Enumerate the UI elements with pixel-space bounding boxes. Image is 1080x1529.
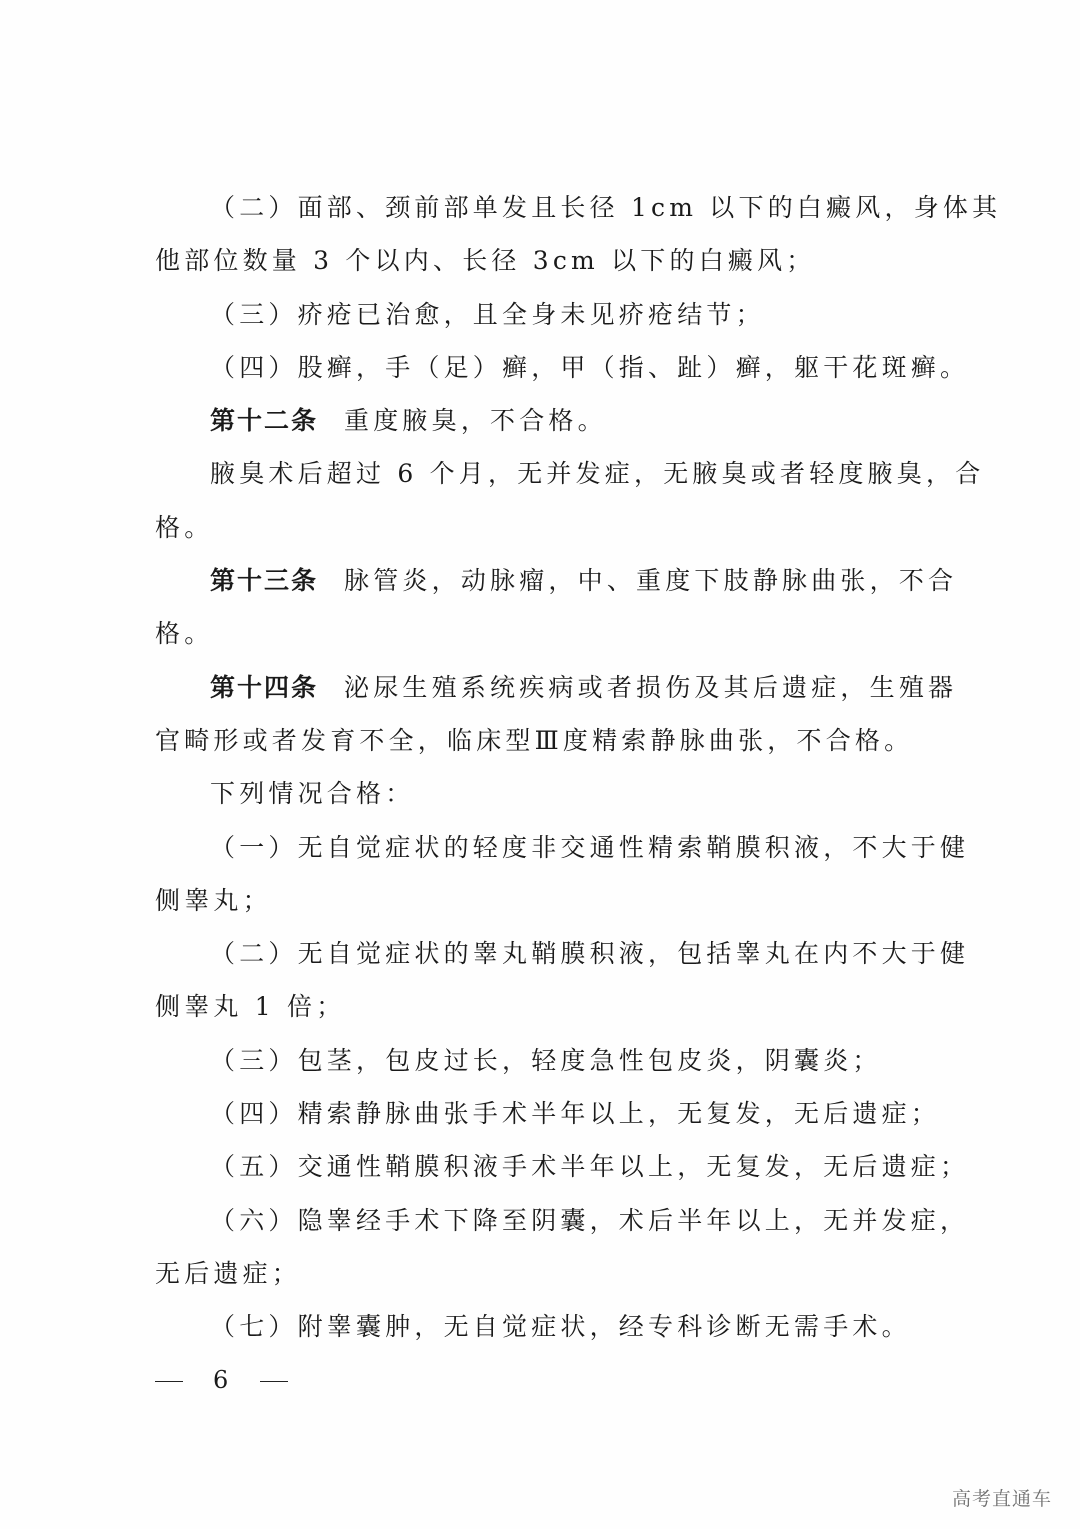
list-item: （六）隐睾经手术下降至阴囊，术后半年以上，无并发症， [210, 1205, 970, 1235]
page-number [155, 1366, 288, 1394]
list-item-continued: 侧睾丸 1 倍； [155, 992, 346, 1022]
text-line: 格。 [155, 512, 214, 542]
text-line: 他部位数量 3 个以内、长径 3cm 以下的白癜风； [155, 246, 816, 276]
text-line: 格。 [155, 619, 214, 649]
dash-left [155, 1381, 183, 1383]
document-body [155, 181, 1002, 1354]
list-item: （一）无自觉症状的轻度非交通性精索鞘膜积液，不大于健 [210, 832, 970, 862]
list-item: （三）包茎，包皮过长，轻度急性包皮炎，阴囊炎； [210, 1045, 882, 1075]
list-item-continued: 侧睾丸； [155, 885, 272, 915]
article-12-text: 重度腋臭，不合格。 [344, 406, 607, 436]
dash-right [260, 1381, 288, 1383]
list-item: （二）无自觉症状的睾丸鞘膜积液，包括睾丸在内不大于健 [210, 939, 970, 969]
article-12-heading [155, 394, 947, 447]
list-item: （四）精索静脉曲张手术半年以上，无复发，无后遗症； [210, 1099, 941, 1129]
article-13-label: 第十三条 [210, 566, 319, 596]
text-line: （三）疥疮已治愈，且全身未见疥疮结节； [210, 299, 765, 329]
text-line: 官畸形或者发育不全，临床型Ⅲ度精索静脉曲张，不合格。 [155, 725, 914, 755]
list-item-continued: 无后遗症； [155, 1258, 302, 1288]
article-13-heading [155, 554, 958, 607]
text-line: 腋臭术后超过 6 个月，无并发症，无腋臭或者轻度腋臭，合 [210, 459, 985, 489]
text-line: （二）面部、颈前部单发且长径 1cm 以下的白癜风，身体其 [210, 193, 1002, 222]
article-14-heading [155, 661, 958, 714]
article-13-text: 脉管炎，动脉瘤，中、重度下肢静脉曲张，不合 [344, 566, 958, 596]
article-14-text: 泌尿生殖系统疾病或者损伤及其后遗症，生殖器 [344, 672, 958, 702]
list-item: （七）附睾囊肿，无自觉症状，经专科诊断无需手术。 [210, 1312, 911, 1342]
qualified-intro: 下列情况合格： [210, 779, 415, 809]
list-item: （五）交通性鞘膜积液手术半年以上，无复发，无后遗症； [210, 1152, 970, 1182]
watermark: 高考直通车 [951, 1488, 1052, 1510]
article-14-label: 第十四条 [210, 672, 319, 702]
page-number-value: 6 [213, 1366, 231, 1394]
article-12-label: 第十二条 [210, 406, 319, 436]
text-line: （四）股癣，手（足）癣，甲（指、趾）癣，躯干花斑癣。 [210, 352, 970, 382]
